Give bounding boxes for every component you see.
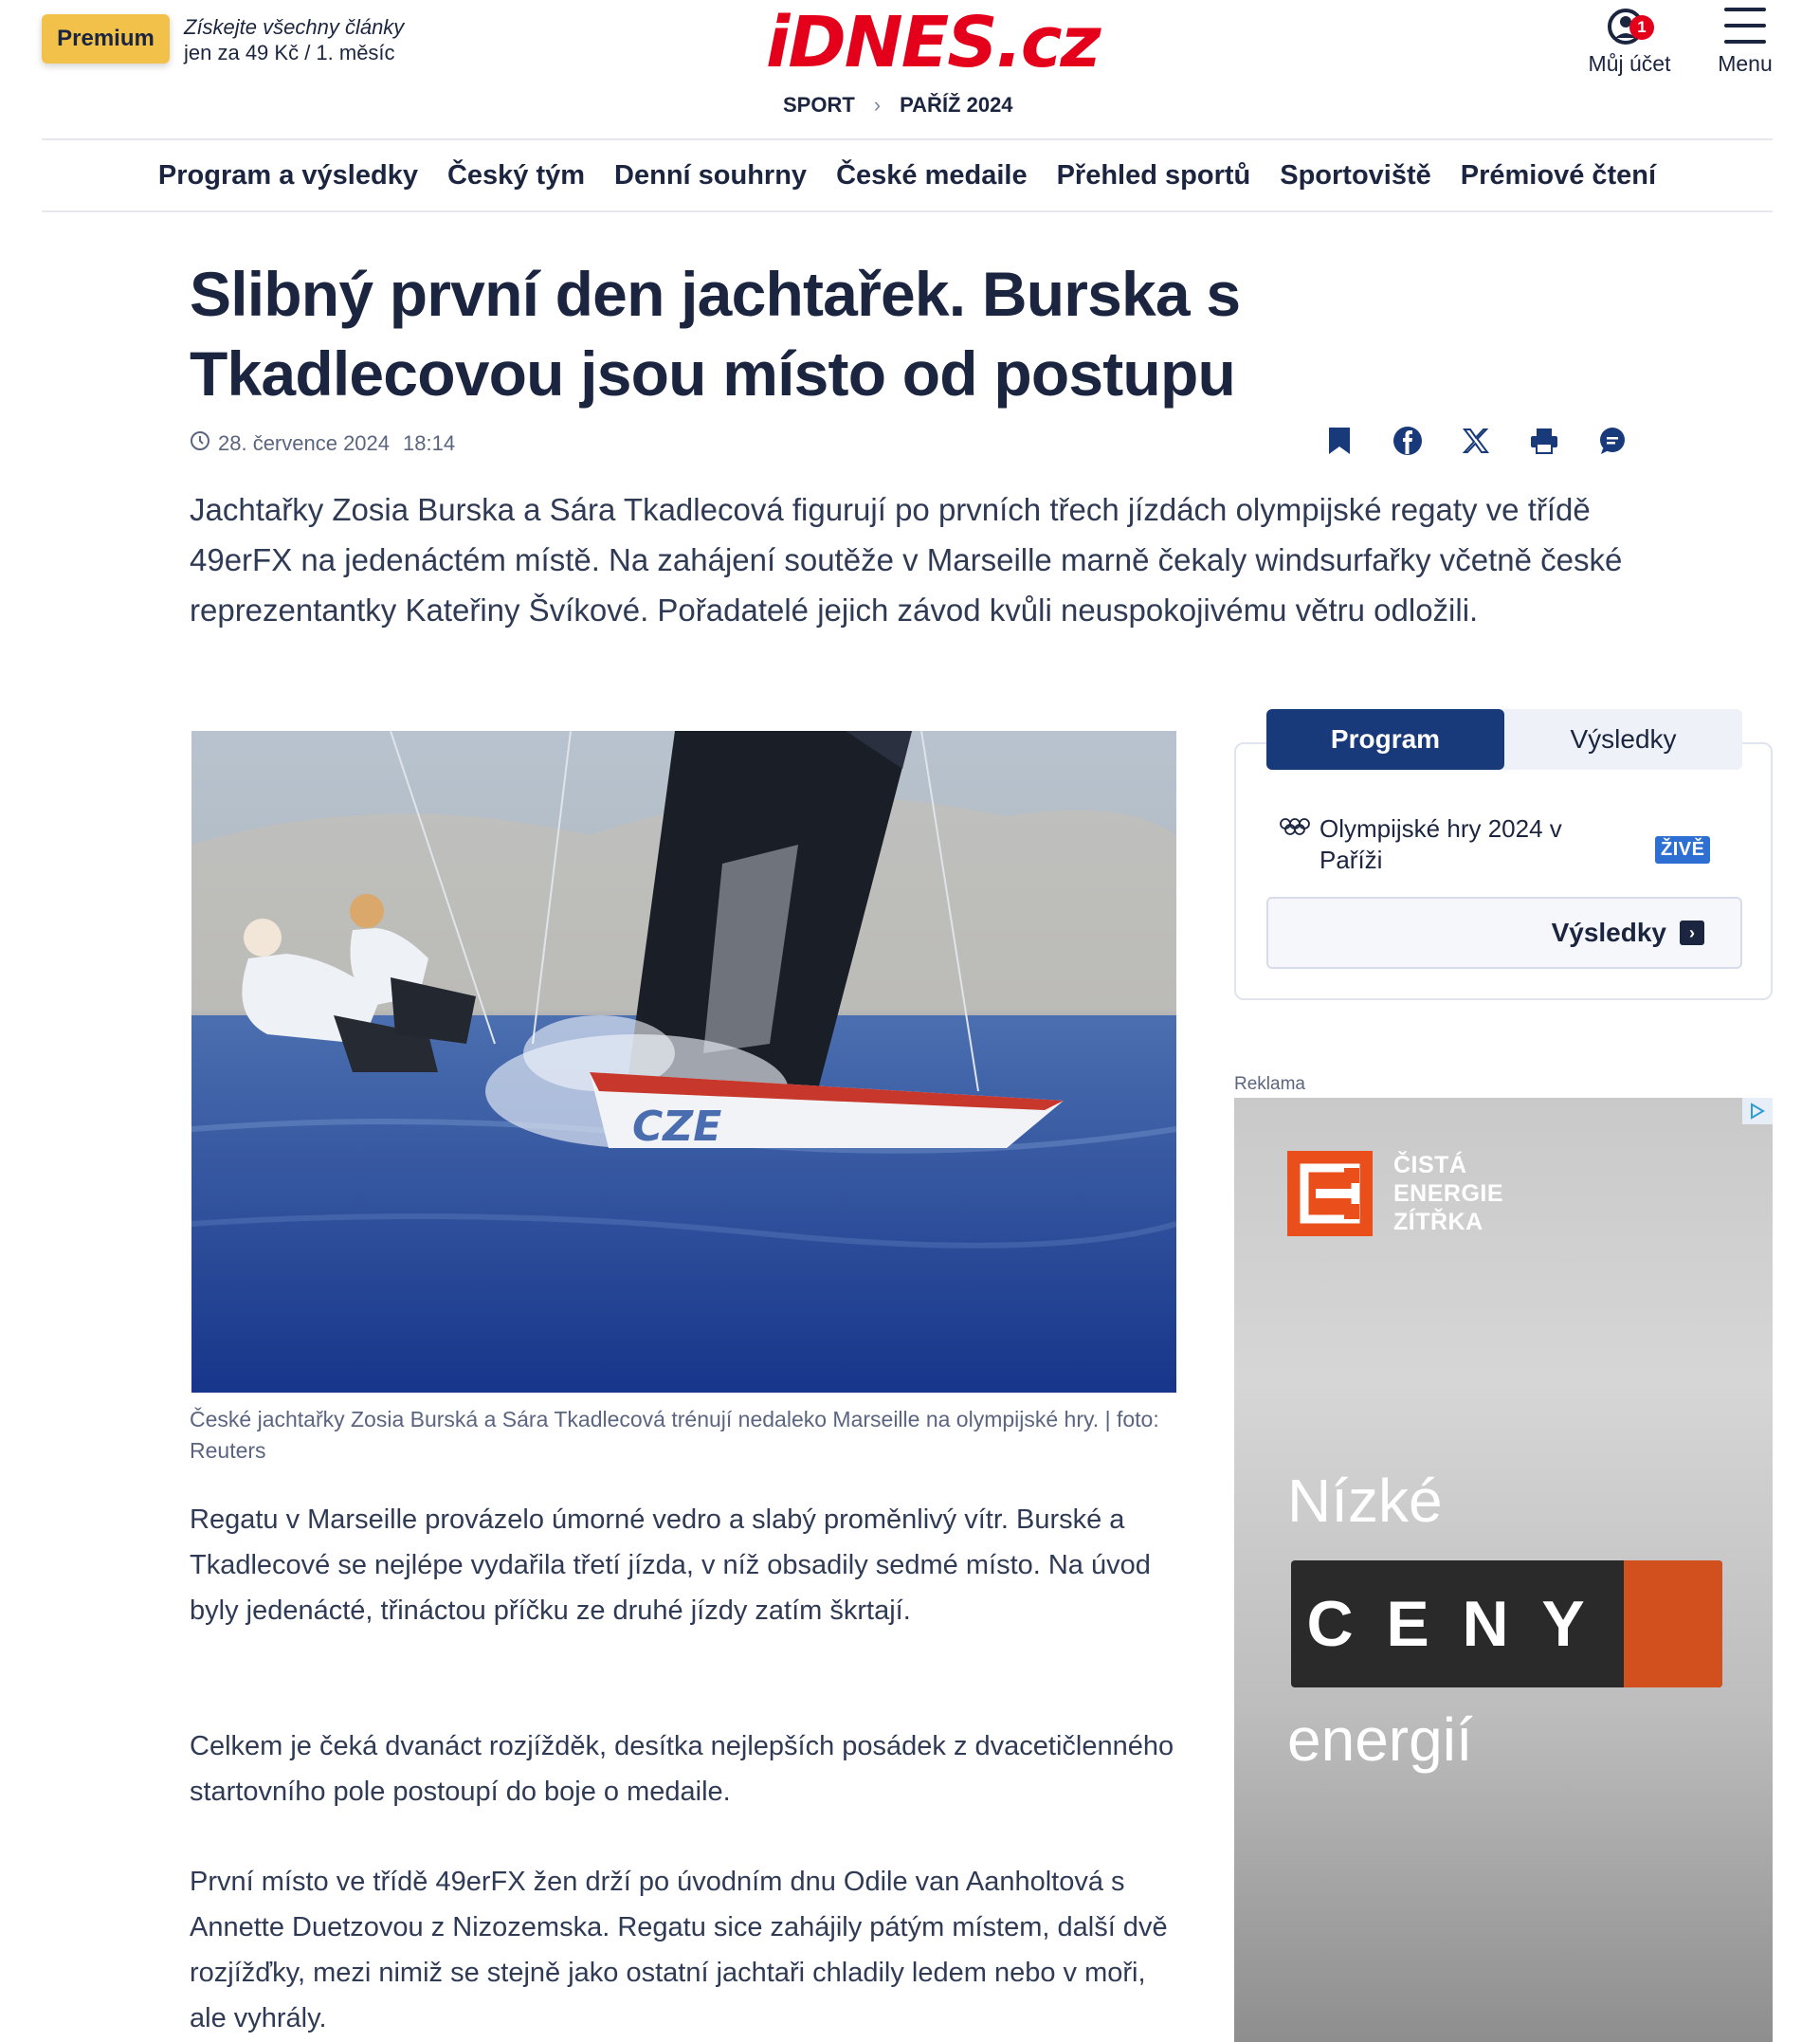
nav-cesky-tym[interactable]: Český tým — [446, 159, 586, 191]
ad-brand-line3: ZÍTŘKA — [1393, 1209, 1483, 1235]
results-button[interactable] — [1266, 897, 1742, 969]
nav-denni-souhrny[interactable]: Denní souhrny — [614, 159, 808, 191]
user-icon — [1607, 6, 1652, 47]
idnes-logo[interactable] — [766, 2, 1100, 83]
print-icon[interactable] — [1528, 425, 1560, 457]
flip-letter: E — [1386, 1588, 1429, 1660]
flip-letter: C — [1306, 1588, 1354, 1660]
facebook-icon[interactable] — [1392, 425, 1424, 457]
ad-brand-line2: ENERGIE — [1393, 1180, 1504, 1207]
ad-brand-line1: ČISTÁ — [1393, 1152, 1467, 1178]
nav-ceske-medaile[interactable]: České medaile — [836, 159, 1028, 191]
article-photo[interactable] — [191, 731, 1176, 1393]
article-perex: Jachtařky Zosia Burska a Sára Tkadlecová figurují po prvních třech jízdách olympijské regaty ve třídě 49erFX na jedenáctém místě. Na zahájení soutěže v Marseille marně čekaly windsurfařky včetně české reprezentantky Kateřiny Švíkové. Pořadatelé jejich závod kvůli neuspokojivému větru odložili. — [190, 492, 1623, 628]
ad-brand-text — [1393, 1151, 1503, 1236]
event-row[interactable] — [1280, 813, 1718, 876]
ad-headline-1: Nízké — [1287, 1467, 1443, 1535]
ad-headline-3: energií — [1287, 1705, 1473, 1774]
account-button[interactable] — [1577, 6, 1682, 77]
results-button-label: Výsledky — [1551, 918, 1666, 947]
breadcrumb-pariz[interactable]: PAŘÍŽ 2024 — [900, 93, 1013, 117]
widget-tabs — [1266, 709, 1742, 770]
bookmark-icon[interactable] — [1323, 425, 1356, 457]
premium-promo-text[interactable] — [184, 14, 404, 65]
comments-icon[interactable] — [1596, 425, 1629, 457]
flip-letter: N — [1462, 1588, 1509, 1660]
article-paragraph-3: První místo ve třídě 49erFX žen drží po úvodním dnu Odile van Aanholtová s Annette Duetzovou z Nizozemska. Regatu sice zahájily pátým místem, další dvě rozjížďky, mezi nimiž se stejně jako ostatní jachtaři chladily ledem nebo v moři, ale vyhrály. — [190, 1867, 1168, 2033]
premium-promo-line2: jen za 49 Kč / 1. měsíc — [184, 41, 395, 64]
section-nav — [42, 138, 1773, 212]
article-meta — [190, 430, 455, 457]
nav-prehled-sportu[interactable]: Přehled sportů — [1056, 159, 1251, 191]
advertisement[interactable] — [1234, 1098, 1773, 2042]
hamburger-icon — [1724, 8, 1766, 44]
tab-program[interactable]: Program — [1266, 709, 1504, 770]
nav-program-a-vysledky[interactable]: Program a výsledky — [157, 159, 418, 191]
menu-label: Menu — [1718, 51, 1773, 76]
x-twitter-icon[interactable] — [1460, 425, 1492, 457]
live-badge: ŽIVĚ — [1655, 836, 1710, 864]
article-paragraph-2: Celkem je čeká dvanáct rozjížděk, desítka nejlepších posádek z dvacetičlenného startovního pole postoupí do boje o medaile. — [190, 1731, 1174, 1807]
sailing-photo-image — [191, 731, 1176, 1393]
account-label: Můj účet — [1588, 51, 1671, 76]
nav-sportoviste[interactable]: Sportoviště — [1280, 159, 1431, 191]
cez-logo-icon — [1287, 1151, 1373, 1236]
event-title: Olympijské hry 2024 v Paříži — [1320, 814, 1562, 874]
premium-button[interactable]: Premium — [42, 14, 170, 64]
photo-hull-text: CZE — [632, 1103, 722, 1151]
flip-letter: Y — [1541, 1588, 1585, 1660]
share-toolbar — [1323, 425, 1629, 457]
ad-flip-board — [1291, 1560, 1722, 1687]
chevron-right-icon: › — [873, 93, 882, 117]
notification-badge: 1 — [1629, 15, 1654, 40]
adchoices-icon[interactable] — [1742, 1098, 1773, 1124]
olympic-rings-icon — [1280, 817, 1310, 841]
article-time: 18:14 — [403, 431, 456, 455]
photo-caption: České jachtařky Zosia Burská a Sára Tkadlecová trénují nedaleko Marseille na olympijské hry. | foto: Reuters — [190, 1407, 1159, 1463]
ad-label: Reklama — [1234, 1074, 1305, 1094]
breadcrumb-sport[interactable]: SPORT — [783, 93, 855, 117]
arrow-right-icon: › — [1680, 921, 1704, 945]
menu-button[interactable] — [1712, 8, 1778, 77]
clock-icon — [190, 430, 210, 457]
breadcrumb — [783, 93, 1013, 118]
article-title: Slibný první den jachtařek. Burska s Tkadlecovou jsou místo od postupu — [190, 259, 1241, 409]
article-date: 28. července 2024 — [218, 431, 391, 455]
logo-tld: .cz — [995, 2, 1100, 83]
premium-promo-line1: Získejte všechny články — [184, 15, 405, 39]
site-header — [0, 0, 1820, 137]
nav-premiove-cteni[interactable]: Prémiové čtení — [1460, 159, 1657, 191]
tab-vysledky[interactable]: Výsledky — [1570, 724, 1677, 754]
logo-main: iDNES — [766, 2, 996, 83]
article-paragraph-1: Regatu v Marseille provázelo úmorné vedro a slabý proměnlivý vítr. Burské a Tkadlecové se nejlépe vydařila třetí jízda, v níž obsadily sedmé místo. Na úvod byly jedenácté, třináctou příčku ze druhé jízdy zatím škrtají. — [190, 1504, 1151, 1626]
flip-orange-panel — [1624, 1560, 1722, 1687]
